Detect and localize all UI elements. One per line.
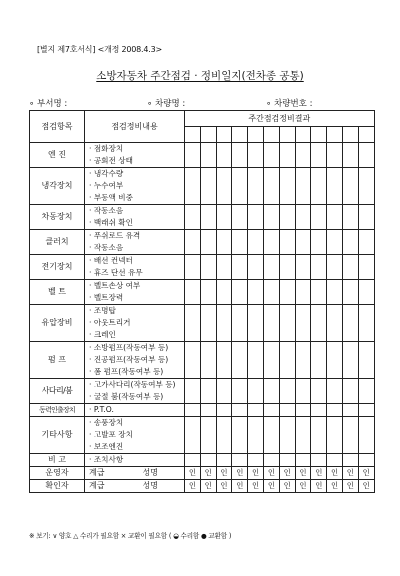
- result-cell[interactable]: [248, 305, 264, 342]
- result-cell[interactable]: [263, 379, 279, 404]
- result-day-header: [248, 127, 264, 143]
- result-cell[interactable]: [216, 417, 232, 454]
- result-cell[interactable]: [185, 280, 201, 305]
- result-cell[interactable]: [263, 404, 279, 417]
- result-cell[interactable]: [185, 342, 201, 379]
- result-cell[interactable]: [342, 255, 358, 280]
- result-cell[interactable]: [248, 205, 264, 230]
- result-cell[interactable]: [342, 342, 358, 379]
- result-cell[interactable]: [342, 305, 358, 342]
- result-cell[interactable]: [232, 454, 248, 467]
- inspection-item: · 고가사다리(작동여부 등): [89, 380, 176, 389]
- result-day-header: [358, 127, 374, 143]
- result-cell[interactable]: [200, 168, 216, 205]
- inspection-item: · 보조엔진: [89, 442, 124, 451]
- result-cell[interactable]: [200, 417, 216, 454]
- vehicle-name-field[interactable]: ∘ 차량명 :: [147, 99, 186, 109]
- name-label: 성명: [142, 481, 158, 490]
- inspection-table: [29, 110, 375, 493]
- table-row: [30, 454, 375, 467]
- table-row: [30, 143, 375, 168]
- result-cell[interactable]: [185, 379, 201, 404]
- seal-cell[interactable]: 인: [232, 467, 248, 480]
- result-cell[interactable]: [295, 280, 311, 305]
- result-day-header: [216, 127, 232, 143]
- inspection-item: · 냉각수량: [89, 169, 124, 178]
- result-cell[interactable]: [342, 143, 358, 168]
- table-header-row: [30, 111, 375, 127]
- result-cell[interactable]: [279, 454, 295, 467]
- result-cell[interactable]: [358, 230, 374, 255]
- result-cell[interactable]: [248, 143, 264, 168]
- inspection-item: · 송풍장치: [89, 418, 124, 427]
- signature-row: [30, 467, 375, 480]
- result-cell[interactable]: [311, 143, 327, 168]
- title-text: 소방자동차 주간점검 · 정비일지(전차종 공통): [96, 70, 304, 82]
- category-cell: 기타사항: [30, 417, 85, 454]
- result-cell[interactable]: [358, 305, 374, 342]
- seal-cell[interactable]: 인: [232, 480, 248, 493]
- result-cell[interactable]: [216, 305, 232, 342]
- result-cell[interactable]: [263, 454, 279, 467]
- result-cell[interactable]: [248, 404, 264, 417]
- result-cell[interactable]: [200, 342, 216, 379]
- category-cell: 펌 프: [30, 342, 85, 379]
- result-cell[interactable]: [232, 305, 248, 342]
- result-cell[interactable]: [311, 230, 327, 255]
- result-cell[interactable]: [342, 417, 358, 454]
- result-cell[interactable]: [358, 255, 374, 280]
- result-cell[interactable]: [200, 379, 216, 404]
- inspection-item: · 굴절 붐(작동여부 등): [89, 392, 164, 401]
- inspection-item: · 고발포 장치: [89, 430, 133, 439]
- inspection-item: · 백래쉬 확인: [89, 218, 133, 227]
- result-day-header: [263, 127, 279, 143]
- result-cell[interactable]: [279, 417, 295, 454]
- result-cell[interactable]: [311, 305, 327, 342]
- result-cell[interactable]: [279, 404, 295, 417]
- inspection-item: · 벨트장력: [89, 293, 124, 302]
- vehicle-number-field[interactable]: ∘ 차량번호 :: [266, 99, 313, 109]
- result-cell[interactable]: [342, 454, 358, 467]
- result-cell[interactable]: [311, 168, 327, 205]
- result-cell[interactable]: [279, 255, 295, 280]
- result-day-header: [295, 127, 311, 143]
- result-cell[interactable]: [216, 342, 232, 379]
- signature-role: 운영자: [30, 467, 85, 480]
- result-cell[interactable]: [342, 379, 358, 404]
- seal-cell[interactable]: 인: [279, 480, 295, 493]
- seal-cell[interactable]: 인: [216, 480, 232, 493]
- result-cell[interactable]: [248, 168, 264, 205]
- result-cell[interactable]: [248, 255, 264, 280]
- seal-cell[interactable]: 인: [185, 480, 201, 493]
- result-cell[interactable]: [263, 205, 279, 230]
- table-row: [30, 404, 375, 417]
- legend-note: ※ 보기: ∨ 양호 △ 수리가 필요함 × 교환이 필요함 ( ◒ 수리함 ● 교환함 ): [29, 532, 232, 540]
- result-cell[interactable]: [279, 168, 295, 205]
- result-cell[interactable]: [263, 168, 279, 205]
- table-row: [30, 255, 375, 280]
- result-cell[interactable]: [311, 417, 327, 454]
- table-row: [30, 280, 375, 305]
- seal-cell[interactable]: 인: [311, 467, 327, 480]
- result-day-header: [342, 127, 358, 143]
- result-cell[interactable]: [232, 205, 248, 230]
- result-cell[interactable]: [295, 379, 311, 404]
- result-cell[interactable]: [216, 143, 232, 168]
- header-content: 점검정비내용: [85, 111, 185, 143]
- inspection-item: · 폼 펌프(작동여부 등): [89, 367, 164, 376]
- result-cell[interactable]: [295, 205, 311, 230]
- result-cell[interactable]: [248, 280, 264, 305]
- result-day-header: [185, 127, 201, 143]
- result-cell[interactable]: [248, 454, 264, 467]
- result-cell[interactable]: [327, 255, 343, 280]
- result-cell[interactable]: [185, 143, 201, 168]
- result-cell[interactable]: [200, 280, 216, 305]
- result-cell[interactable]: [263, 255, 279, 280]
- result-cell[interactable]: [311, 404, 327, 417]
- result-cell[interactable]: [295, 305, 311, 342]
- result-cell[interactable]: [232, 404, 248, 417]
- result-cell[interactable]: [185, 205, 201, 230]
- result-cell[interactable]: [200, 230, 216, 255]
- inspection-item: · P.T.O.: [89, 405, 114, 414]
- table-row: [30, 417, 375, 454]
- result-cell[interactable]: [200, 305, 216, 342]
- result-day-header: [311, 127, 327, 143]
- category-cell: 동력인출장치: [30, 404, 85, 417]
- header-item: 점검항목: [30, 111, 85, 143]
- table-row: [30, 305, 375, 342]
- result-cell[interactable]: [327, 342, 343, 379]
- result-cell[interactable]: [358, 404, 374, 417]
- inspection-item: · 조치사항: [89, 455, 124, 464]
- result-cell[interactable]: [279, 280, 295, 305]
- result-cell[interactable]: [200, 404, 216, 417]
- header-results: 주간점검정비결과: [185, 111, 375, 127]
- inspection-item: · 부동액 비중: [89, 193, 133, 202]
- result-cell[interactable]: [232, 280, 248, 305]
- result-cell[interactable]: [216, 205, 232, 230]
- result-cell[interactable]: [200, 205, 216, 230]
- grade-name-cell[interactable]: [85, 467, 185, 480]
- seal-cell[interactable]: 인: [248, 467, 264, 480]
- result-cell[interactable]: [311, 205, 327, 230]
- result-cell[interactable]: [358, 342, 374, 379]
- result-cell[interactable]: [327, 230, 343, 255]
- result-cell[interactable]: [200, 143, 216, 168]
- category-cell: 냉각장치: [30, 168, 85, 205]
- seal-cell[interactable]: 인: [358, 480, 374, 493]
- result-cell[interactable]: [279, 342, 295, 379]
- category-cell: 전기장치: [30, 255, 85, 280]
- items-cell: [85, 230, 185, 255]
- inspection-item: · 아웃트리거: [89, 318, 131, 327]
- result-cell[interactable]: [200, 454, 216, 467]
- result-cell[interactable]: [358, 379, 374, 404]
- result-cell[interactable]: [358, 280, 374, 305]
- inspection-item: · 크레인: [89, 330, 116, 339]
- items-cell: [85, 342, 185, 379]
- inspection-item: · 조명탑: [89, 306, 116, 315]
- inspection-item: · 벨트손상 여부: [89, 281, 141, 290]
- result-day-header: [279, 127, 295, 143]
- result-cell[interactable]: [232, 379, 248, 404]
- items-cell: [85, 404, 185, 417]
- category-cell: 유압장비: [30, 305, 85, 342]
- items-cell: [85, 255, 185, 280]
- result-cell[interactable]: [295, 255, 311, 280]
- seal-cell[interactable]: 인: [216, 467, 232, 480]
- result-cell[interactable]: [295, 143, 311, 168]
- table-row: [30, 205, 375, 230]
- result-cell[interactable]: [216, 404, 232, 417]
- inspection-item: · 작동소음: [89, 206, 124, 215]
- table-row: [30, 230, 375, 255]
- inspection-item: · 소방펌프(작동여부 등): [89, 343, 169, 352]
- table-row: [30, 168, 375, 205]
- result-cell[interactable]: [342, 280, 358, 305]
- result-cell[interactable]: [263, 342, 279, 379]
- items-cell: [85, 454, 185, 467]
- items-cell: [85, 379, 185, 404]
- result-cell[interactable]: [185, 417, 201, 454]
- result-cell[interactable]: [279, 205, 295, 230]
- result-cell[interactable]: [232, 417, 248, 454]
- seal-cell[interactable]: 인: [185, 467, 201, 480]
- page-title: [0, 68, 400, 83]
- result-cell[interactable]: [358, 454, 374, 467]
- seal-cell[interactable]: 인: [327, 480, 343, 493]
- seal-cell[interactable]: 인: [295, 467, 311, 480]
- seal-cell[interactable]: 인: [327, 467, 343, 480]
- inspection-item: · 푸쉬로드 유격: [89, 231, 141, 240]
- result-cell[interactable]: [185, 230, 201, 255]
- result-cell[interactable]: [216, 168, 232, 205]
- items-cell: [85, 305, 185, 342]
- category-cell: 비 고: [30, 454, 85, 467]
- result-cell[interactable]: [342, 168, 358, 205]
- result-cell[interactable]: [216, 454, 232, 467]
- seal-cell[interactable]: 인: [342, 467, 358, 480]
- result-cell[interactable]: [327, 205, 343, 230]
- result-day-header: [200, 127, 216, 143]
- result-cell[interactable]: [327, 379, 343, 404]
- result-cell[interactable]: [263, 417, 279, 454]
- result-cell[interactable]: [295, 454, 311, 467]
- result-cell[interactable]: [311, 342, 327, 379]
- inspection-item: · 점화장치: [89, 144, 124, 153]
- seal-cell[interactable]: 인: [263, 467, 279, 480]
- signature-role: 확인자: [30, 480, 85, 493]
- result-cell[interactable]: [342, 230, 358, 255]
- category-cell: 사다리/붐: [30, 379, 85, 404]
- result-cell[interactable]: [185, 255, 201, 280]
- seal-cell[interactable]: 인: [279, 467, 295, 480]
- result-cell[interactable]: [263, 230, 279, 255]
- result-cell[interactable]: [295, 168, 311, 205]
- seal-cell[interactable]: 인: [200, 480, 216, 493]
- inspection-item: · 휴즈 단선 유무: [89, 268, 143, 277]
- result-day-header: [232, 127, 248, 143]
- result-cell[interactable]: [311, 454, 327, 467]
- result-cell[interactable]: [311, 280, 327, 305]
- signature-row: [30, 480, 375, 493]
- result-cell[interactable]: [358, 205, 374, 230]
- result-cell[interactable]: [248, 342, 264, 379]
- result-cell[interactable]: [358, 143, 374, 168]
- result-cell[interactable]: [263, 143, 279, 168]
- result-cell[interactable]: [248, 417, 264, 454]
- seal-cell[interactable]: 인: [358, 467, 374, 480]
- items-cell: [85, 168, 185, 205]
- result-cell[interactable]: [200, 255, 216, 280]
- result-cell[interactable]: [232, 168, 248, 205]
- result-cell[interactable]: [327, 417, 343, 454]
- result-cell[interactable]: [358, 168, 374, 205]
- inspection-item: · 배선 컨넥터: [89, 256, 133, 265]
- result-day-header: [327, 127, 343, 143]
- result-cell[interactable]: [216, 230, 232, 255]
- result-cell[interactable]: [232, 342, 248, 379]
- result-cell[interactable]: [295, 230, 311, 255]
- result-cell[interactable]: [358, 417, 374, 454]
- name-label: 성명: [142, 468, 158, 477]
- items-cell: [85, 143, 185, 168]
- category-cell: 벨 트: [30, 280, 85, 305]
- result-cell[interactable]: [263, 280, 279, 305]
- result-cell[interactable]: [279, 305, 295, 342]
- seal-cell[interactable]: 인: [311, 480, 327, 493]
- result-cell[interactable]: [342, 205, 358, 230]
- result-cell[interactable]: [295, 417, 311, 454]
- result-cell[interactable]: [327, 454, 343, 467]
- result-cell[interactable]: [295, 342, 311, 379]
- category-cell: 엔 진: [30, 143, 85, 168]
- result-cell[interactable]: [185, 168, 201, 205]
- seal-cell[interactable]: 인: [200, 467, 216, 480]
- inspection-item: · 공회전 상태: [89, 156, 133, 165]
- form-header: [별지 제7호서식] <개정 2008.4.3>: [37, 45, 163, 54]
- result-cell[interactable]: [279, 379, 295, 404]
- items-cell: [85, 205, 185, 230]
- result-cell[interactable]: [279, 143, 295, 168]
- result-cell[interactable]: [216, 280, 232, 305]
- result-cell[interactable]: [327, 404, 343, 417]
- category-cell: 차동장치: [30, 205, 85, 230]
- inspection-item: · 누수여부: [89, 181, 124, 190]
- result-cell[interactable]: [263, 305, 279, 342]
- result-cell[interactable]: [327, 168, 343, 205]
- result-cell[interactable]: [185, 305, 201, 342]
- result-cell[interactable]: [185, 454, 201, 467]
- result-cell[interactable]: [216, 379, 232, 404]
- result-cell[interactable]: [327, 143, 343, 168]
- result-cell[interactable]: [327, 305, 343, 342]
- seal-cell[interactable]: 인: [248, 480, 264, 493]
- result-cell[interactable]: [185, 404, 201, 417]
- items-cell: [85, 280, 185, 305]
- result-cell[interactable]: [216, 255, 232, 280]
- result-cell[interactable]: [279, 230, 295, 255]
- department-field[interactable]: ∘ 부서명 :: [29, 99, 68, 109]
- result-cell[interactable]: [248, 379, 264, 404]
- category-cell: 클러치: [30, 230, 85, 255]
- result-cell[interactable]: [342, 404, 358, 417]
- table-row: [30, 342, 375, 379]
- result-cell[interactable]: [248, 230, 264, 255]
- seal-cell[interactable]: 인: [263, 480, 279, 493]
- inspection-item: · 진공펌프(작동여부 등): [89, 355, 169, 364]
- grade-label: 계급: [89, 481, 105, 490]
- table-row: [30, 379, 375, 404]
- inspection-item: · 작동소음: [89, 243, 124, 252]
- result-cell[interactable]: [311, 255, 327, 280]
- result-cell[interactable]: [327, 280, 343, 305]
- items-cell: [85, 417, 185, 454]
- grade-label: 계급: [89, 468, 105, 477]
- seal-cell[interactable]: 인: [342, 480, 358, 493]
- result-cell[interactable]: [311, 379, 327, 404]
- result-cell[interactable]: [295, 404, 311, 417]
- result-cell[interactable]: [232, 230, 248, 255]
- result-cell[interactable]: [232, 143, 248, 168]
- result-cell[interactable]: [232, 255, 248, 280]
- grade-name-cell[interactable]: [85, 480, 185, 493]
- seal-cell[interactable]: 인: [295, 480, 311, 493]
